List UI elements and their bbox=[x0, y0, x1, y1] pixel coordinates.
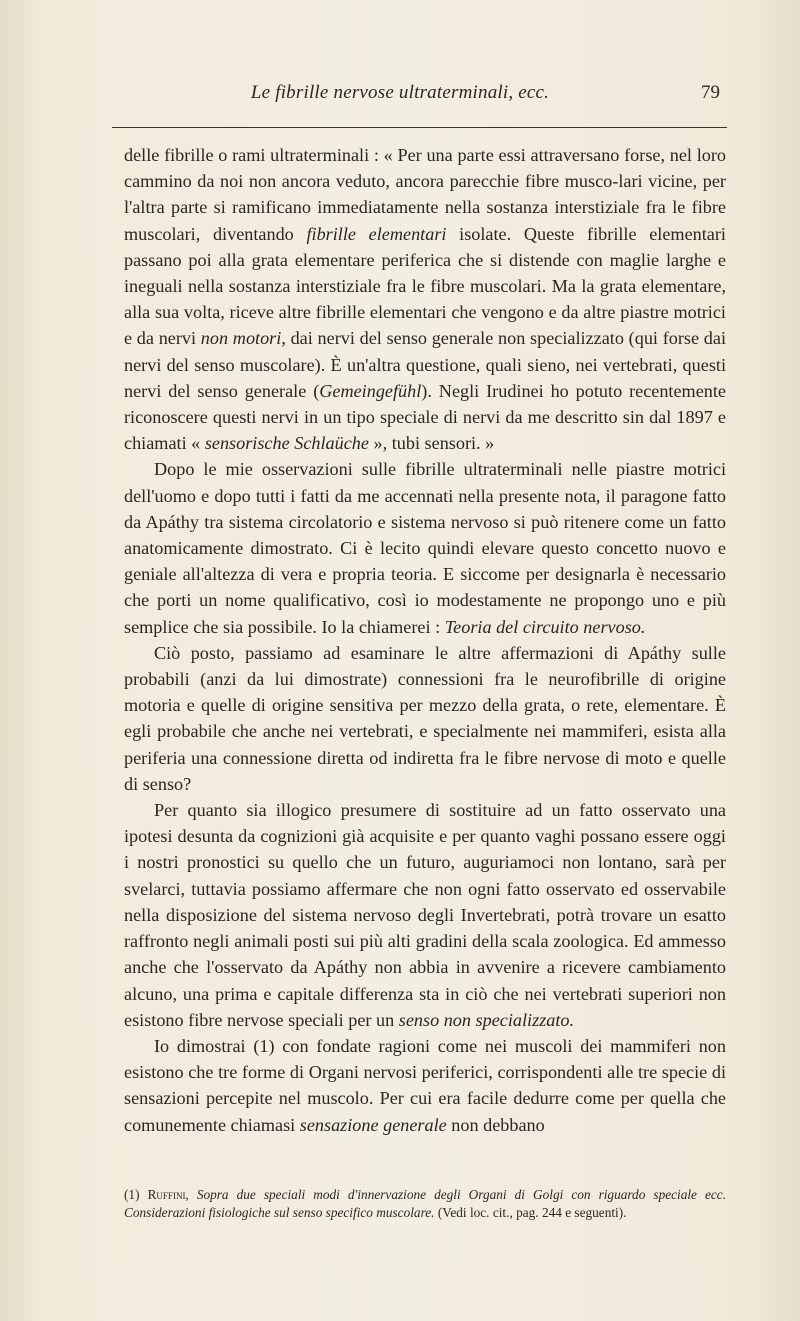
paragraph bbox=[124, 640, 726, 797]
paragraph bbox=[124, 1033, 726, 1138]
footnote-author: Ruffini, bbox=[147, 1187, 189, 1202]
italic-span: sensazione generale bbox=[299, 1114, 447, 1135]
text-span: , dai nervi del senso generale non specializzato (qui forse dai nervi del senso muscolare). È un'altra questione, quali sieno, nei vertebrati, questi nervi del senso generale ( bbox=[124, 328, 726, 401]
running-header bbox=[0, 78, 800, 108]
footnote-title: Sopra due speciali modi d'innervazione degli Organi di Golgi con riguardo speciale ecc. Considerazioni fisiologiche sul senso specifico muscolare. bbox=[124, 1187, 727, 1220]
header-rule bbox=[112, 127, 727, 128]
paragraph bbox=[124, 797, 726, 1033]
body-text bbox=[124, 142, 726, 1138]
footnote-reference: (Vedi loc. cit., pag. 244 e seguenti). bbox=[437, 1204, 627, 1220]
text-span: », tubi sensori. » bbox=[368, 433, 495, 454]
text-span: isolate. Queste fibrille elementari passano poi alla grata elementare periferica che si distende con maglie larghe e ineguali nella sostanza interstiziale fra le fibre muscolari. Ma la grata elementare, alla sua volta, riceve altre fibrille elementari che vengono e da altre piastre motrici e da nervi bbox=[124, 223, 726, 349]
italic-span: Teoria del circuito nervoso. bbox=[444, 616, 646, 637]
paragraph bbox=[124, 142, 726, 456]
italic-span: sensorische Schlaüche bbox=[204, 433, 369, 454]
page-number: 79 bbox=[701, 82, 720, 103]
italic-span: Gemeingefühl bbox=[319, 380, 422, 401]
text-span: Ciò posto, passiamo ad esaminare le altre affermazioni di Apáthy sulle probabili (anzi da lui dimostrate) connessioni fra le neurofibrille di origine motoria e quelle di origine sensitiva per mezzo della grata, o rete, elementare. È egli probabile che anche nei vertebrati, e specialmente nei mammiferi, esista alla periferia una connessione diretta od indiretta fra le fibre nervose di moto e quelle di senso? bbox=[124, 642, 726, 794]
text-span: Dopo le mie osservazioni sulle fibrille ultraterminali nelle piastre motrici dell'uomo e dopo tutti i fatti da me accennati nella presente nota, il paragone fatto da Apáthy tra sistema circolatorio e sistema nervoso si può ritenere come un fatto anatomicamente dimostrato. Ci è lecito quindi elevare questo concetto nuovo e geniale all'altezza di vera e propria teoria. E siccome per designarla è necessario che porti un nome qualificativo, così io modestamente ne propongo uno e più semplice che sia possibile. Io la chiamerei : bbox=[124, 459, 726, 637]
text-span: non debbano bbox=[446, 1114, 545, 1135]
footnote-number: (1) bbox=[124, 1187, 140, 1202]
paragraph bbox=[124, 456, 726, 639]
italic-span: senso non specializzato. bbox=[398, 1009, 575, 1030]
text-span: Per quanto sia illogico presumere di sostituire ad un fatto osservato una ipotesi desunta da cognizioni già acquisite e per quanto vaghi possano essere oggi i nostri pronostici su quello che un futuro, auguriamoci non lontano, sarà per svelarci, tuttavia possiamo affermare che non ogni fatto osservato ed osservabile nella disposizione del sistema nervoso degli Invertebrati, potrà trovare un esatto raffronto negli animali posti sui più alti gradini della scala zoologica. Ed ammesso anche che l'osservato da Apáthy non abbia in avvenire a ricevere cambiamento alcuno, una prima e capitale differenza sta in ciò che nei vertebrati superiori non esistono fibre nervose speciali per un bbox=[124, 800, 726, 1030]
text-span: delle fibrille o rami ultraterminali : « Per una parte essi attraversano forse, nel loro cammino da noi non ancora veduto, ancora parecchie fibre musco-lari vicine, per l'altra parte si ramificano immediatamente nella sostanza interstiziale fra le fibre muscolari, diventando bbox=[124, 145, 726, 244]
text-span: ). Negli Irudinei ho potuto recentemente riconoscere questi nervi in un tipo speciale di nervi da me descritto sin dal 1897 e chiamati « bbox=[124, 380, 726, 454]
italic-span: fibrille elementari bbox=[306, 223, 447, 244]
italic-span: non motori bbox=[200, 328, 282, 349]
text-span: Io dimostrai (1) con fondate ragioni come nei muscoli dei mammiferi non esistono che tre forme di Organi nervosi periferici, corrispondenti alle tre specie di sensazioni percepite nel muscolo. Per cui era facile dedurre come per quella che comunemente chiamasi bbox=[124, 1035, 726, 1135]
footnote bbox=[124, 1186, 726, 1221]
running-title: Le fibrille nervose ultraterminali, ecc. bbox=[250, 82, 550, 103]
